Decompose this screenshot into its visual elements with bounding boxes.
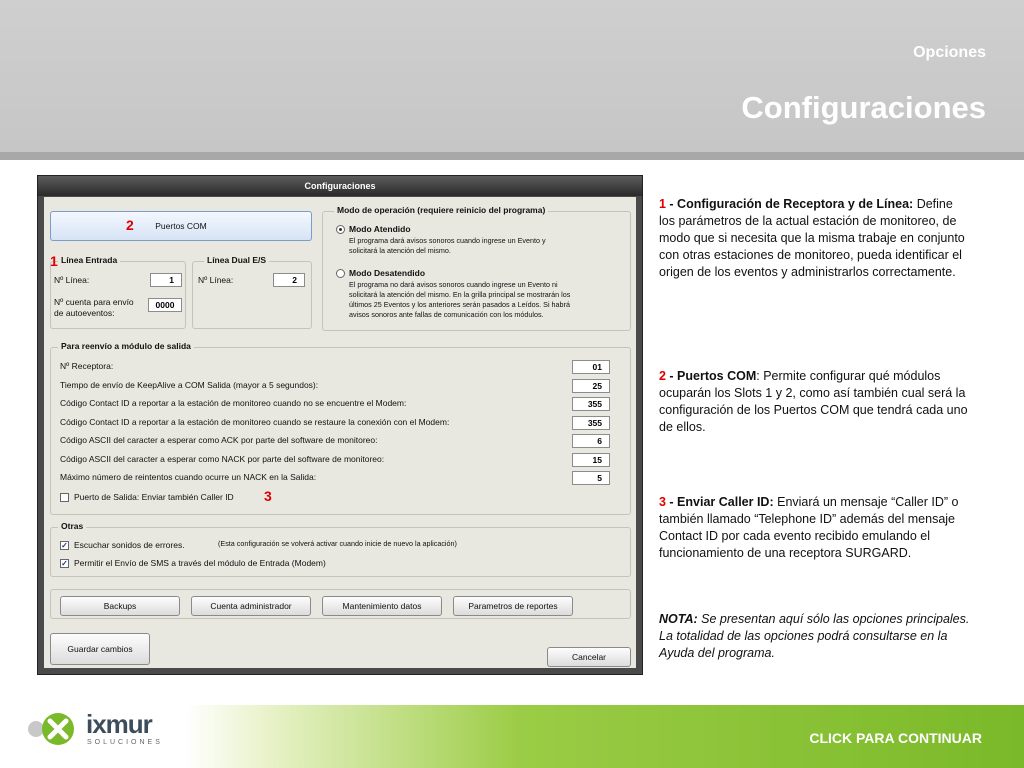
description-2-text: : Permite configurar qué módulos ocuparán los Slots 1 y 2, como así también cual será la configuración de los Puertos COM que tendrá cada uno de ellos. — [659, 369, 968, 434]
puertos-com-button[interactable] — [50, 211, 312, 241]
otras-group — [50, 527, 631, 577]
modo-desatendido-desc-1: El programa no dará avisos sonoros cuando ingrese un Evento ni — [349, 280, 558, 289]
reenvio-row-field[interactable]: 5 — [572, 471, 610, 485]
reenvio-row-field[interactable]: 355 — [572, 416, 610, 430]
cuenta-label-line2: de autoeventos: — [54, 308, 115, 318]
caller-id-label[interactable]: Puerto de Salida: Enviar también Caller ID — [74, 492, 234, 502]
reenvio-row-label: Código Contact ID a reportar a la estación de monitoreo cuando no se encuentre el Modem: — [60, 398, 407, 408]
modo-atendido-label[interactable]: Modo Atendido — [349, 224, 411, 234]
reenvio-group — [50, 347, 631, 515]
nro-linea-label: Nº Línea: — [54, 275, 90, 285]
guardar-cambios-button[interactable]: Guardar cambios — [50, 633, 150, 665]
reenvio-row-field[interactable]: 15 — [572, 453, 610, 467]
reenvio-row-field[interactable]: 355 — [572, 397, 610, 411]
description-2 — [659, 368, 971, 436]
slide-title: Configuraciones — [741, 90, 986, 125]
linea-entrada-legend: Línea Entrada — [58, 255, 120, 265]
linea-entrada-group — [50, 261, 186, 329]
reenvio-row-field[interactable]: 25 — [572, 379, 610, 393]
reenvio-row-label: Máximo número de reintentos cuando ocurre un NACK en la Salida: — [60, 472, 317, 482]
header-divider — [0, 152, 1024, 160]
sms-label[interactable]: Permitir el Envío de SMS a través del módulo de Entrada (Modem) — [74, 558, 326, 568]
reenvio-row-label: Código ASCII del caracter a esperar como ACK por parte del software de monitoreo: — [60, 435, 378, 445]
description-3 — [659, 494, 971, 562]
window-client-area — [44, 197, 636, 668]
reenvio-row-label: Tiempo de envío de KeepAlive a COM Salida (mayor a 5 segundos): — [60, 379, 319, 390]
nota-title: NOTA: — [659, 612, 698, 626]
slide-subtitle: Opciones — [913, 44, 986, 61]
linea-dual-group — [192, 261, 312, 329]
nota-text: Se presentan aquí sólo las opciones principales. La totalidad de las opciones podrá consultarse en la Ayuda del programa. — [659, 612, 970, 660]
modo-desatendido-desc-2: solicitará la atención del mismo. En la grilla principal se mostrarán los — [349, 290, 571, 299]
linea-dual-legend: Línea Dual E/S — [204, 255, 269, 265]
reenvio-row-label: Nº Receptora: — [60, 361, 114, 371]
marker-3: 3 — [264, 488, 272, 504]
otras-legend: Otras — [58, 521, 86, 531]
marker-1: 1 — [50, 253, 58, 269]
description-1-number: 1 — [659, 197, 666, 211]
cuenta-administrador-button[interactable]: Cuenta administrador — [191, 596, 311, 616]
mantenimiento-datos-button[interactable]: Mantenimiento datos — [322, 596, 442, 616]
description-1 — [659, 196, 971, 281]
nota — [659, 611, 971, 662]
description-1-text: Define los parámetros de la actual estación de monitoreo, de modo que si necesita que la misma trabaje en conjunto con otras estaciones de monitoreo, pueda identificar el origen de los eventos y administrarlos correctamente. — [659, 197, 965, 279]
ixmur-tagline: SOLUCIONES — [87, 739, 163, 746]
cuenta-label-line1: Nº cuenta para envío — [54, 297, 134, 307]
reenvio-row-label: Código ASCII del caracter a esperar como NACK por parte del software de monitoreo: — [60, 453, 385, 464]
parametros-reportes-button[interactable]: Parametros de reportes — [453, 596, 573, 616]
backups-button[interactable]: Backups — [60, 596, 180, 616]
reenvio-legend: Para reenvío a módulo de salida — [58, 341, 194, 351]
description-1-title: - Configuración de Receptora y de Línea: — [665, 197, 914, 211]
description-2-number: 2 — [659, 369, 666, 383]
slide-header — [0, 0, 1024, 152]
puertos-com-label: Puertos COM — [155, 221, 207, 231]
cancelar-button[interactable]: Cancelar — [547, 647, 631, 667]
dual-nro-linea-field[interactable]: 2 — [273, 273, 305, 287]
modo-desatendido-radio[interactable] — [336, 269, 345, 278]
modo-desatendido-label[interactable]: Modo Desatendido — [349, 268, 426, 278]
description-3-number: 3 — [659, 495, 666, 509]
window-title: Configuraciones — [38, 176, 642, 196]
modo-desatendido-desc-4: avisos sonoros ante fallas de comunicación con los módulos. — [349, 310, 544, 319]
caller-id-checkbox[interactable] — [60, 493, 69, 502]
sonidos-note: (Esta configuración se volverá activar cuando inicie de nuevo la aplicación) — [218, 539, 457, 548]
configuraciones-window — [37, 175, 643, 675]
sonidos-checkbox[interactable]: ✓ — [61, 541, 68, 550]
description-2-title: - Puertos COM — [665, 369, 757, 383]
continuar-link[interactable]: CLICK PARA CONTINUAR — [809, 730, 982, 746]
description-3-title: - Enviar Caller ID: — [665, 495, 774, 509]
reenvio-row-field[interactable]: 6 — [572, 434, 610, 448]
modo-desatendido-desc-3: últimos 25 Eventos y los anteriores serán pasados a Leídos. Si habrá — [349, 300, 570, 309]
cuenta-field[interactable]: 0000 — [148, 298, 182, 312]
sonidos-label[interactable]: Escuchar sonidos de errores. — [74, 540, 185, 550]
modo-atendido-desc-1: El programa dará avisos sonoros cuando ingrese un Evento y — [349, 236, 546, 245]
modo-atendido-radio[interactable] — [336, 225, 345, 234]
ixmur-brand: ixmur — [86, 709, 152, 739]
sms-checkbox[interactable]: ✓ — [61, 559, 68, 568]
ixmur-logo — [26, 707, 176, 751]
marker-2: 2 — [126, 217, 134, 233]
modo-operacion-legend: Modo de operación (requiere reinicio del programa) — [334, 205, 548, 215]
dual-nro-linea-label: Nº Línea: — [198, 275, 234, 285]
ixmur-logo-mark — [26, 707, 76, 751]
description-3-text: Enviará un mensaje “Caller ID” o también llamado “Telephone ID” además del mensaje Contact ID por cada evento recibido emulando el funcionamiento de una receptora SURGARD. — [659, 495, 959, 560]
reenvio-row-label: Código Contact ID a reportar a la estación de monitoreo cuando se restaure la conexión con el Modem: — [60, 416, 450, 427]
nro-linea-field[interactable]: 1 — [150, 273, 182, 287]
modo-atendido-desc-2: solicitará la atención del mismo. — [349, 246, 451, 255]
reenvio-row-field[interactable]: 01 — [572, 360, 610, 374]
